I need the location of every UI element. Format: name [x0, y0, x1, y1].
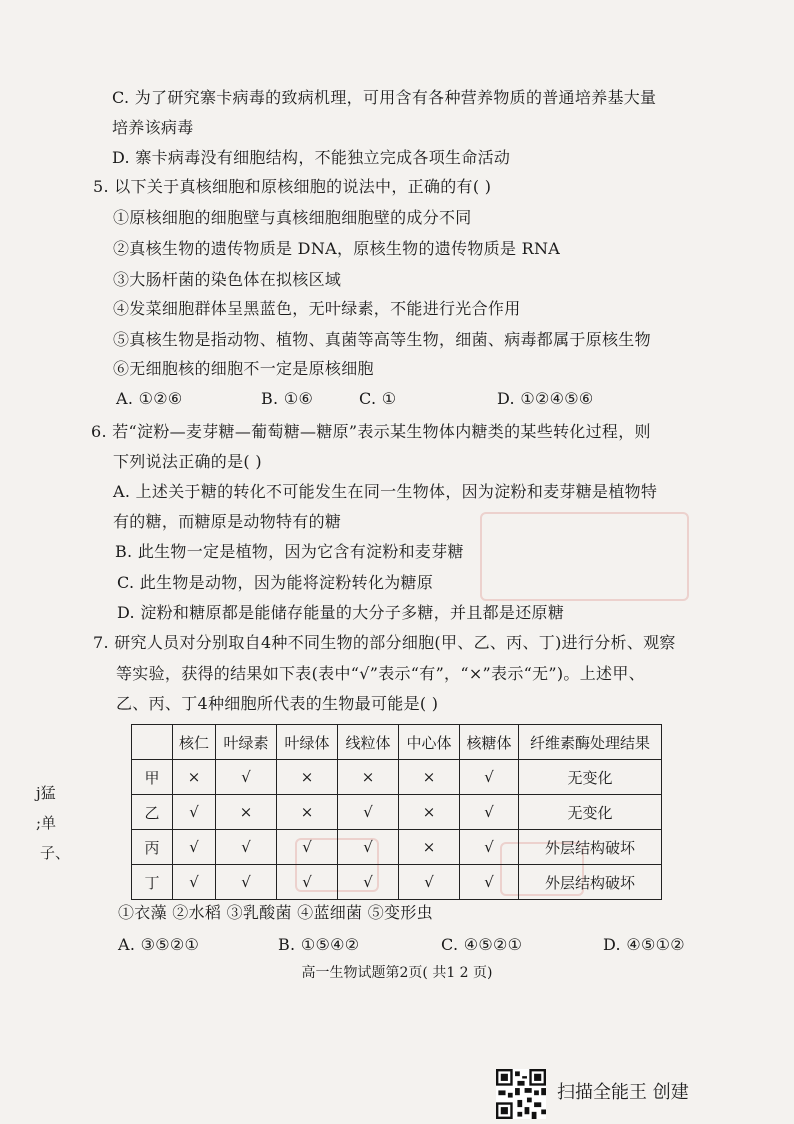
q4-option-c-line2: 培养该病毒 [112, 118, 194, 137]
table-cell: 无变化 [519, 760, 662, 795]
table-cell: √ [338, 830, 399, 865]
q5-stem: 5. 以下关于真核细胞和原核细胞的说法中，正确的有( ) [93, 177, 492, 196]
q5-item: ⑤真核生物是指动物、植物、真菌等高等生物，细菌、病毒都属于原核生物 [113, 330, 651, 349]
table-cell: √ [216, 830, 277, 865]
q5-option-a: A. ①②⑥ [116, 389, 183, 408]
table-cell: √ [216, 760, 277, 795]
table-cell: × [399, 795, 460, 830]
table-header-cell [132, 725, 173, 760]
table-cell: × [173, 760, 216, 795]
q4-option-d: D. 寨卡病毒没有细胞结构，不能独立完成各项生命活动 [112, 148, 511, 167]
table-cell: × [399, 830, 460, 865]
q6-option-a-line2: 有的糖，而糖原是动物特有的糖 [113, 512, 342, 531]
table-cell: √ [173, 830, 216, 865]
q7-option-c: C. ④⑤②① [441, 935, 523, 954]
q5-item: ②真核生物的遗传物质是 DNA，原核生物的遗传物质是 RNA [113, 239, 561, 258]
table-cell: × [216, 795, 277, 830]
q7-option-a: A. ③⑤②① [118, 935, 200, 954]
table-cell: 乙 [132, 795, 173, 830]
table-header-row [132, 725, 662, 760]
table-row [132, 830, 662, 865]
table-cell: √ [338, 795, 399, 830]
table-cell: √ [460, 865, 519, 900]
scanner-watermark-label: 扫描全能王 创建 [557, 1082, 689, 1103]
q7-option-b: B. ①⑤④② [278, 935, 360, 954]
table-cell: √ [277, 865, 338, 900]
table-header-cell: 核仁 [173, 725, 216, 760]
q5-item: ④发菜细胞群体呈黑蓝色，无叶绿素，不能进行光合作用 [113, 299, 521, 318]
table-cell: √ [216, 865, 277, 900]
q6-option-c: C. 此生物是动物，因为能将淀粉转化为糖原 [117, 573, 434, 592]
q6-option-a-line1: A. 上述关于糖的转化不可能发生在同一生物体，因为淀粉和麦芽糖是植物特 [113, 482, 658, 501]
q7-stem-line1: 7. 研究人员对分别取自4种不同生物的部分细胞(甲、乙、丙、丁)进行分析、观察 [93, 633, 676, 652]
margin-fragment: 子、 [40, 844, 71, 862]
q7-organism-list: ①衣藻 ②水稻 ③乳酸菌 ④蓝细菌 ⑤变形虫 [118, 903, 433, 922]
table-cell: × [277, 795, 338, 830]
table-cell: √ [173, 795, 216, 830]
table-header-cell: 叶绿素 [216, 725, 277, 760]
q5-item: ⑥无细胞核的细胞不一定是原核细胞 [113, 359, 374, 378]
q6-option-b: B. 此生物一定是植物，因为它含有淀粉和麦芽糖 [115, 542, 464, 561]
q7-stem-line2: 等实验，获得的结果如下表(表中“√”表示“有”，“×”表示“无”)。上述甲、 [116, 664, 645, 683]
table-cell: 丙 [132, 830, 173, 865]
table-cell: √ [173, 865, 216, 900]
q5-option-b: B. ①⑥ [261, 389, 314, 408]
table-cell: × [399, 760, 460, 795]
q5-option-d: D. ①②④⑤⑥ [497, 389, 594, 408]
table-cell: 外层结构破坏 [519, 865, 662, 900]
q6-option-d: D. 淀粉和糖原都是能储存能量的大分子多糖，并且都是还原糖 [117, 603, 565, 622]
table-cell: 丁 [132, 865, 173, 900]
table-cell: √ [460, 760, 519, 795]
page-footer: 高一生物试题第2页( 共1 2 页) [301, 965, 493, 981]
qr-code-icon [496, 1069, 546, 1119]
q4-option-c-line1: C. 为了研究寨卡病毒的致病机理，可用含有各种营养物质的普通培养基大量 [112, 88, 657, 107]
table-row [132, 760, 662, 795]
table-cell: 无变化 [519, 795, 662, 830]
q6-stem-line2: 下列说法正确的是( ) [113, 452, 262, 471]
q7-stem-line3: 乙、丙、丁4种细胞所代表的生物最可能是( ) [116, 694, 439, 713]
table-cell: √ [460, 795, 519, 830]
table-header-cell: 线粒体 [338, 725, 399, 760]
table-row [132, 795, 662, 830]
q5-option-c: C. ① [359, 389, 397, 408]
q7-option-d: D. ④⑤①② [603, 935, 685, 954]
table-cell: √ [460, 830, 519, 865]
table-header-cell: 核糖体 [460, 725, 519, 760]
table-header-cell: 纤维素酶处理结果 [519, 725, 662, 760]
q6-stem-line1: 6. 若“淀粉—麦芽糖—葡萄糖—糖原”表示某生物体内糖类的某些转化过程，则 [91, 422, 651, 441]
table-header-cell: 叶绿体 [277, 725, 338, 760]
margin-fragment: ;单 [36, 814, 57, 832]
q5-item: ③大肠杆菌的染色体在拟核区域 [113, 270, 342, 289]
table-cell: √ [399, 865, 460, 900]
q5-item: ①原核细胞的细胞壁与真核细胞细胞壁的成分不同 [113, 208, 472, 227]
table-cell: √ [277, 830, 338, 865]
table-cell: √ [338, 865, 399, 900]
table-header-cell: 中心体 [399, 725, 460, 760]
table-cell: × [277, 760, 338, 795]
table-cell: 甲 [132, 760, 173, 795]
table-row [132, 865, 662, 900]
bleed-through-box [480, 512, 689, 601]
table-cell: × [338, 760, 399, 795]
table-cell: 外层结构破坏 [519, 830, 662, 865]
q7-results-table [131, 724, 662, 900]
margin-fragment: j猛 [36, 784, 56, 802]
